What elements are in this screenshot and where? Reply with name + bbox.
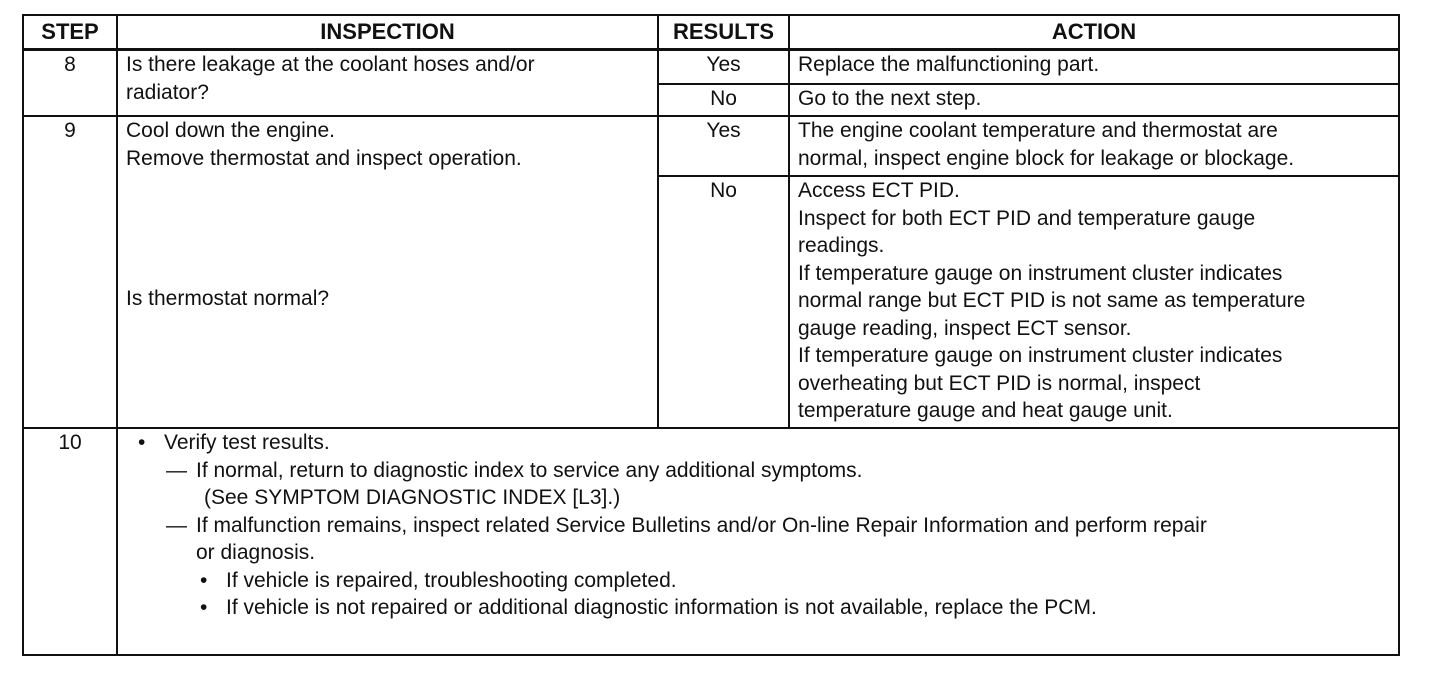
table-row <box>23 50 1399 85</box>
action-line: readings. <box>798 234 885 257</box>
action-line: normal range but ECT PID is not same as temperature <box>798 289 1306 312</box>
step-8-action-no: Go to the next step. <box>789 84 1399 116</box>
action-line: The engine coolant temperature and thermostat are <box>798 119 1278 142</box>
action-line: If temperature gauge on instrument cluster indicates <box>798 261 1283 285</box>
header-inspection: INSPECTION <box>117 15 658 50</box>
step-8-result-yes: Yes <box>658 50 789 85</box>
dash-icon: — <box>166 513 187 537</box>
inspection-line: Cool down the engine. <box>126 119 335 142</box>
if-repaired-text: If vehicle is repaired, troubleshooting completed. <box>226 568 677 592</box>
step-8-action-yes: Replace the malfunctioning part. <box>789 50 1399 85</box>
step-number-9: 9 <box>23 116 117 428</box>
step-8-inspection <box>117 50 658 117</box>
step-10-instructions <box>117 428 1399 655</box>
step-8-result-no: No <box>658 84 789 116</box>
action-line: gauge reading, inspect ECT sensor. <box>798 316 1132 340</box>
bullet-icon: • <box>200 596 208 619</box>
step-9-inspection <box>117 116 658 428</box>
verify-item <box>126 429 1390 457</box>
header-row <box>23 15 1399 50</box>
table-row <box>23 116 1399 176</box>
step-9-result-yes: Yes <box>658 116 789 176</box>
spacer <box>126 172 649 285</box>
inspection-question: Is thermostat normal? <box>126 287 330 310</box>
diagnostic-procedure-sheet <box>22 14 1398 671</box>
action-line: Inspect for both ECT PID and temperature gauge <box>798 206 1256 230</box>
diagnostic-table <box>22 14 1400 656</box>
bullet-icon: • <box>138 431 146 454</box>
action-line: Access ECT PID. <box>798 179 960 202</box>
inspection-line: Is there leakage at the coolant hoses and/or <box>126 53 535 76</box>
inspection-line: Remove thermostat and inspect operation. <box>126 146 522 170</box>
action-line: overheating but ECT PID is normal, inspect <box>798 371 1201 395</box>
if-malfunction-item <box>126 512 1390 540</box>
bullet-icon: • <box>200 568 208 592</box>
if-normal-text: If normal, return to diagnostic index to service any additional symptoms. <box>196 458 863 482</box>
inspection-line: radiator? <box>126 80 209 104</box>
if-not-repaired-item <box>126 594 1390 622</box>
header-results: RESULTS <box>658 15 789 50</box>
step-9-action-no <box>789 176 1399 428</box>
dash-icon: — <box>166 458 187 482</box>
step-number-10: 10 <box>23 428 117 655</box>
if-malfunction-text: If malfunction remains, inspect related Service Bulletins and/or On-line Repair Information and perform repair <box>196 513 1207 537</box>
step-number-8: 8 <box>23 50 117 117</box>
step-9-result-no: No <box>658 176 789 428</box>
verify-text: Verify test results. <box>164 431 330 454</box>
header-step: STEP <box>23 15 117 50</box>
or-diagnosis-text: or diagnosis. <box>196 541 316 564</box>
action-line: normal, inspect engine block for leakage or blockage. <box>798 146 1295 170</box>
action-line: If temperature gauge on instrument cluster indicates <box>798 344 1283 367</box>
step-9-action-yes <box>789 116 1399 176</box>
action-line: temperature gauge and heat gauge unit. <box>798 399 1173 422</box>
see-index-reference: (See SYMPTOM DIAGNOSTIC INDEX [L3].) <box>204 486 621 509</box>
header-action: ACTION <box>789 15 1399 50</box>
table-row <box>23 428 1399 655</box>
if-repaired-item <box>126 567 1390 595</box>
if-not-repaired-text: If vehicle is not repaired or additional diagnostic information is not available, replace the PCM. <box>226 596 1097 619</box>
if-normal-item <box>126 457 1390 485</box>
